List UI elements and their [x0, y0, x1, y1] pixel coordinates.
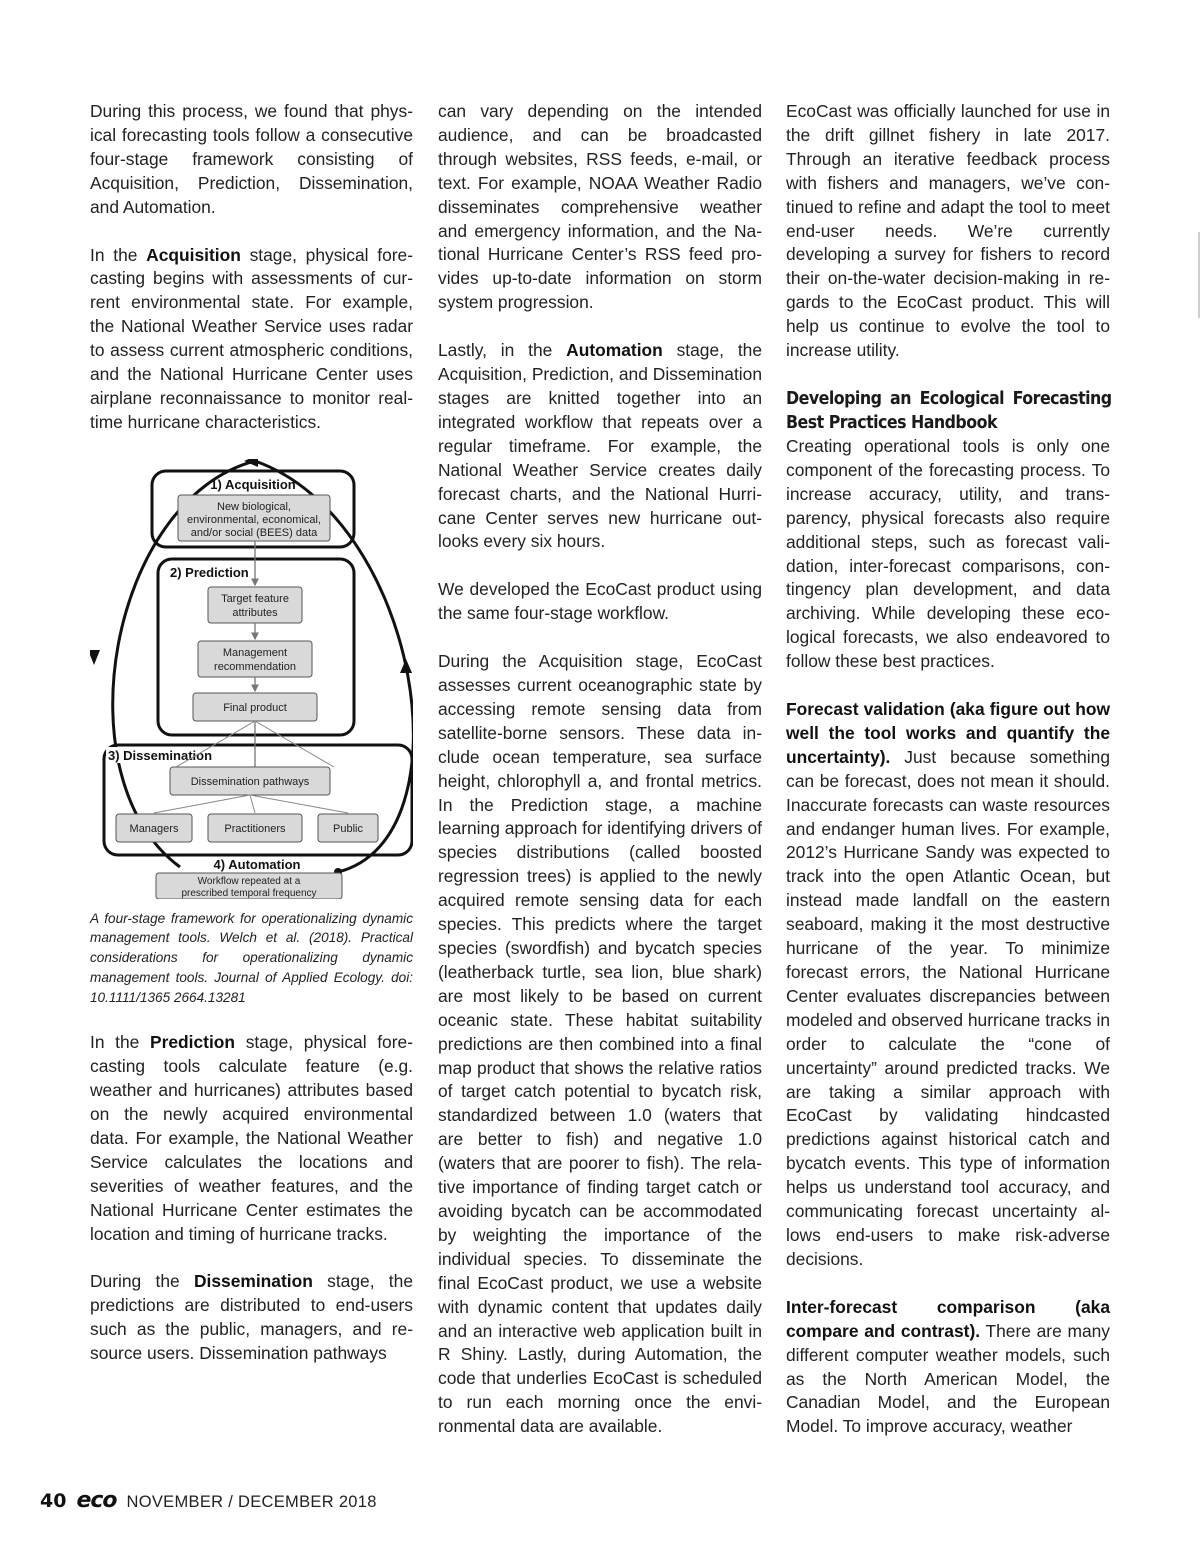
section-heading: Developing an Ecological Forecasting Best Practices Handbook — [786, 387, 1112, 433]
pathways-label: Dissemination pathways — [190, 775, 310, 788]
bold-lead: Inter-forecast comparison (aka compare and contrast). — [786, 1296, 1110, 1341]
practitioners-label: Practitioners — [224, 822, 286, 835]
lead-text: In the — [90, 1032, 150, 1053]
paragraph — [90, 1270, 413, 1366]
mgmt-line-1: Management — [222, 646, 288, 659]
lead-text: Lastly, in the — [438, 340, 567, 361]
stage-1-title: 1) Acquisition — [210, 476, 296, 492]
body-text: stage, physical forecasting tools calculate feature (e.g. weather and hurricanes) attributes based on the newly acquired environmental data. For example, the National Weather Service calculates the locations and severities of weather features, and the National Hurricane Center estimates the location and timing of hurricane tracks. — [90, 1032, 413, 1244]
final-product-label: Final product — [223, 701, 287, 714]
body-text: Just because something can be forecast, does not mean it should. Inaccurate forecasts can waste resources and endanger human lives. For example, 2012’s Hurricane Sandy was expected to track into the open Atlantic Ocean, but instead made landfall on the eastern seaboard, making it the most destructive hurricane of the year. To minimize forecast errors, the National Hurricane Center evaluates discrepancies between modeled and observed hurricane tracks in order to calculate the “cone of uncertainty” around predicted tracks. We are taking a similar approach with EcoCast by validating hindcasted predictions against historical catch and bycatch events. This type of information helps us understand tool accuracy, and communicating forecast uncertainty allows end-users to make risk-adverse decisions. — [786, 746, 1110, 1269]
lead-text: During the — [90, 1271, 194, 1292]
paragraph — [786, 1296, 1110, 1439]
bold-term: Acquisition — [146, 244, 241, 265]
managers-label: Managers — [129, 822, 179, 835]
paragraph: During the Acquisition stage, EcoCast assesses current oceanographic state by accessing remote sensing data from satellite-borne sensors. These data include ocean temperature, sea surface height, chlorophyll a, and frontal metrics. In the Prediction stage, a machine learning approach for identifying drivers of species distributions (called boosted regression trees) is applied to the newly acquired remote sensing data for each species. This predicts where the target species (swordfish) and bycatch species (leatherback turtle, sea lion, blue shark) are most likely to be based on current oceanic state. These habitat suitability predictions are then combined into a final map product that shows the relative ratios of target catch potential to bycatch risk, standardized between 1.0 (waters that are better to fish) and negative 1.0 (waters that are poorer to fish). The relative importance of finding target catch or avoiding bycatch can be accommodated by weighting the importance of the individual species. To disseminate the final EcoCast product, we use a website with dynamic content that updates daily and an interactive web application built in R Shiny. Lastly, during Automation, the code that underlies EcoCast is scheduled to run each morning once the environmental data are available. — [438, 651, 762, 1437]
paragraph: can vary depending on the intended audience, and can be broadcasted through websites, RSS feeds, e-mail, or text. For example, NOAA Weather Radio disseminates comprehensive weather and emergency information, and the National Hurricane Center’s RSS feed provides up-to-date information on storm system progression. — [438, 101, 762, 313]
stage-2-title: 2) Prediction — [170, 564, 249, 580]
paragraph: Creating operational tools is only one component of the forecasting process. To increase accuracy, utility, and transparency, physical forecasts also require additional steps, such as forecast validation, inter-forecast comparisons, contingency plan development, and data archiving. While developing these ecological forecasts, we also endeavored to follow these best practices. — [786, 435, 1110, 672]
bees-line-1: New biological, — [217, 500, 291, 513]
paragraph — [438, 339, 762, 554]
paragraph — [786, 698, 1110, 1272]
body-text: There are many different computer weather models, such as the North American Model, the Canadian Model, and the European Model. To improve accuracy, weather — [786, 1320, 1110, 1437]
workflow-line-2: prescribed temporal frequency — [181, 887, 317, 899]
paragraph: We developed the EcoCast product using the same four-stage workflow. — [438, 579, 762, 624]
paragraph: During this process, we found that physical forecasting tools follow a consecutive four-stage framework consisting of Acquisition, Prediction, Dissemination, and Automation. — [90, 101, 413, 217]
target-line-2: attributes — [232, 606, 278, 619]
body-text: stage, the Acquisition, Prediction, and Dissemination stages are knitted together into an integrated workflow that repeats over a regular timeframe. For example, the National Weather Service creates daily forecast charts, and the National Hurricane Center serves new hurricane outlooks every six hours. — [438, 340, 762, 552]
framework-diagram-svg — [90, 459, 413, 899]
body-text: stage, the predictions are distributed to end-users such as the public, managers, and resource users. Dissemination pathways — [90, 1271, 413, 1364]
bold-term: Automation — [566, 340, 663, 361]
body-text: stage, physical forecasting begins with assessments of current environmental state. For example, the National Weather Service uses radar to assess current atmospheric conditions, and the National Hurricane Center uses airplane reconnaissance to monitor real-time hurricane characteristics. — [90, 244, 414, 432]
stage-4-title: 4) Automation — [213, 856, 301, 872]
mgmt-line-2: recommendation — [214, 660, 296, 673]
bold-lead: Forecast validation (aka figure out how well the tool works and quantify the uncertainty). — [786, 699, 1110, 767]
public-label: Public — [333, 822, 363, 835]
cycle-arrowhead-left — [90, 650, 100, 665]
column-3 — [786, 100, 1110, 1463]
bees-line-2: environmental, economical, — [187, 513, 321, 526]
bees-line-3: and/or social (BEES) data — [190, 526, 318, 539]
framework-diagram — [90, 459, 413, 899]
bold-term: Prediction — [150, 1032, 236, 1053]
target-line-1: Target feature — [221, 592, 289, 605]
magazine-logo: eco — [76, 1488, 117, 1513]
column-1 — [90, 100, 413, 1390]
paragraph: EcoCast was officially launched for use in the drift gillnet fishery in late 2017. Through an iterative feedback process with fishers and managers, we’ve continued to refine and adapt the tool to meet end-user needs. We’re currently developing a survey for fishers to record their on-the-water decision-making in regards to the EcoCast product. This will help us continue to evolve the tool to increase utility. — [786, 101, 1110, 361]
paragraph — [90, 244, 413, 435]
column-2 — [438, 100, 762, 1463]
page-footer — [40, 1488, 377, 1513]
bold-term: Dissemination — [193, 1271, 313, 1292]
lead-text: In the — [90, 244, 147, 265]
workflow-line-1: Workflow repeated at a — [197, 875, 301, 887]
issue-date: NOVEMBER / DECEMBER 2018 — [126, 1493, 377, 1511]
stage-3-title: 3) Dissemination — [108, 747, 213, 763]
figure-caption: A four-stage framework for operationalizing dynamic management tools. Welch et al. (2018). Practical considerations for operationalizing dynamic management tools. Journal of Applied Ecology. doi: 10.1111/1365 2664.13281 — [90, 910, 413, 1005]
paragraph — [90, 1031, 413, 1246]
cycle-arrowhead-right — [400, 659, 412, 673]
page-number: 40 — [40, 1490, 67, 1512]
